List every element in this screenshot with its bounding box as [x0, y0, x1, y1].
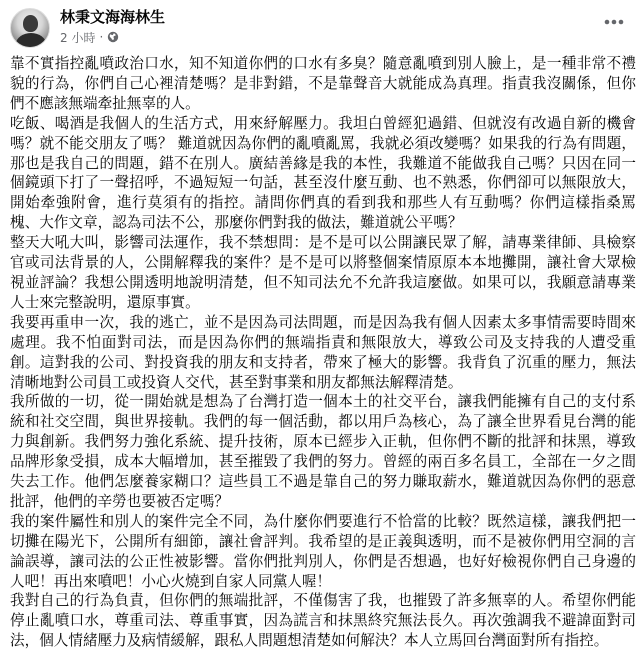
- avatar[interactable]: [10, 8, 50, 48]
- meta-separator: ·: [99, 30, 104, 44]
- avatar-head-shape: [23, 15, 38, 32]
- more-options-button[interactable]: [596, 10, 632, 34]
- post-meta: [60, 29, 119, 45]
- post-paragraph: 我對自己的行為負責，但你們的無端批評，不僅傷害了我，也摧毀了許多無辜的人。希望你們能停止亂噴口水，尊重司法、尊重事實，因為謊言和抹黑終究無法長久。再次強調我不避諱面對司法，個人情緒壓力及病情緩解，跟私人問題想清楚如何解決？本人立馬回台灣面對所有指控。: [10, 592, 636, 650]
- post-timestamp[interactable]: 2 小時: [60, 30, 96, 45]
- post-header: [0, 0, 644, 52]
- post-paragraph: 吃飯、喝酒是我個人的生活方式，用來紓解壓力。我坦白曾經犯過錯、但就沒有改過自新的機會嗎？就不能交朋友了嗎？ 難道就因為你們的亂噴亂罵，我就必須改變嗎？如果我的行為有問題，那也是我自己的問題，錯不在別人。廣結善緣是我的本性，我難道不能做我自己嗎？只因在同一個鏡頭下打了一聲招呼，不過短短一句話，甚至沒什麼互動、也不熟悉，你們卻可以無限放大，開始牽強附會，進行莫須有的指控。請問你們真的看到我和那些人有互動嗎？你們這樣指桑罵槐、大作文章，認為司法不公，那麼你們對我的做法，難道就公平嗎？: [10, 114, 636, 232]
- globe-icon: [107, 31, 119, 43]
- post-paragraph: 我的案件屬性和別人的案件完全不同，為什麼你們要進行不恰當的比較？既然這樣，讓我們把一切攤在陽光下，公開所有細節，讓社會評判。我希望的是正義與透明，而不是被你們用空洞的言論誤導，讓司法的公正性被影響。當你們批判別人，你們是否想過，也好好檢視你們自己身邊的人吧！再出來噴吧！小心火燒到自家人同黨人喔！: [10, 512, 636, 590]
- post-paragraph: 靠不實指控亂噴政治口水，知不知道你們的口水有多臭？隨意亂噴到別人臉上，是一種非常不禮貌的行為，你們自己心裡清楚嗎？是非對錯，不是靠聲音大就能成為真理。指責我沒關係，但你們不應該無端牽扯無辜的人。: [10, 55, 636, 112]
- post-paragraph: 我要再重申一次，我的逃亡，並不是因為司法問題，而是因為我有個人因素太多事情需要時間來處理。我不怕面對司法，而是因為你們的無端指責和無限放大，導致公司及支持我的人遭受重創。這對我的公司、對投資我的朋友和支持者，帶來了極大的影響。我背負了沉重的壓力，無法清晰地對公司員工或投資人交代，甚至對事業和朋友都無法解釋清楚。: [10, 313, 636, 391]
- post-paragraph: 整天大吼大叫，影響司法運作，我不禁想問：是不是可以公開讓民眾了解，請專業律師、具檢察官或司法背景的人，公開解釋我的案件？是不是可以將整個案情原原本本地攤開，讓社會大眾檢視並評論？我想公開透明地說明清楚，但不知司法允不允許我這麼做。如果可以，我願意請專業人士來完整說明，還原事實。: [10, 234, 636, 311]
- post-body: [10, 54, 636, 651]
- post-paragraph: 我所做的一切，從一開始就是想為了台灣打造一個本土的社交平台，讓我們能擁有自己的支付系統和社交空間，與世界接軌。我們的每一個活動，都以用戶為核心，為了讓全世界看見台灣的能力與創新。我們努力強化系統、提升技術，原本已經步入正軌，但你們不斷的批評和抹黑，導致品牌形象受損，成本大幅增加，甚至摧毀了我們的努力。曾經的兩百多名員工，全部在一夕之間失去工作。他們怎麼養家糊口？這些員工不過是靠自己的努力賺取薪水，難道就因為你們的惡意批評，他們的辛勞也要被否定嗎？: [10, 393, 636, 510]
- more-horizontal-icon: [604, 19, 624, 25]
- author-name[interactable]: 林秉文海海林生: [60, 8, 166, 26]
- avatar-body-shape: [16, 33, 46, 48]
